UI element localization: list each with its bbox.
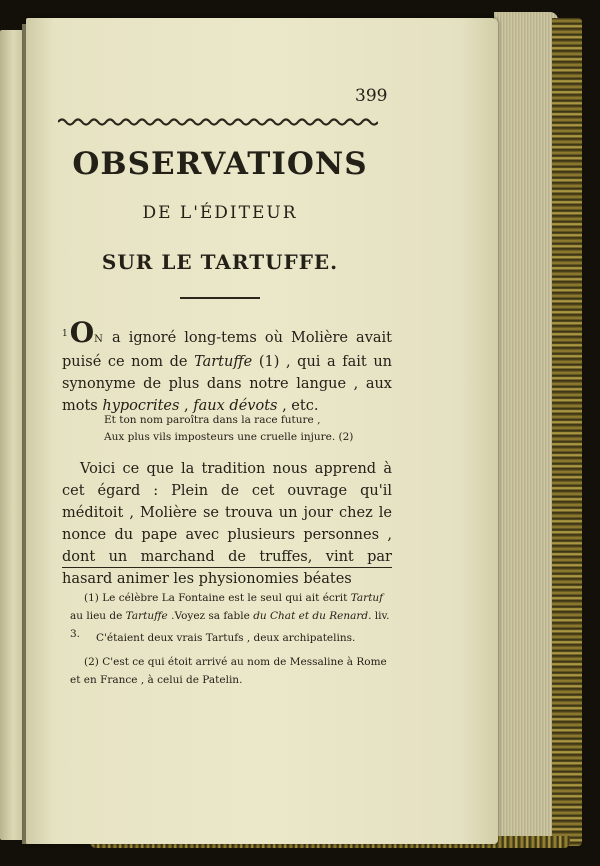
verse-line: Et ton nom paroîtra dans la race future ,: [104, 414, 321, 426]
facing-page-edge: [0, 30, 24, 840]
paragraph-text: a ignoré long-tems où Molière avait puisé ce nom de: [62, 330, 392, 370]
paragraph-note-mark: 1: [62, 329, 68, 339]
footnote-italic: Tartuffe: [125, 610, 168, 622]
footnote-italic: du Chat et du Renard: [253, 610, 369, 622]
initial-letter: O: [69, 316, 95, 349]
italic-term: faux dévots: [193, 398, 278, 414]
footnote-text: au lieu de: [70, 610, 126, 622]
paragraph-second: Voici ce que la tradition nous apprend à cet égard : Plein de cet ouvrage qu'il méditoit , Molière se trouva un jour chez le nonce du pape avec plusieurs personnes , dont un marchand de truffes, vint par hasard animer les physionomies béates: [62, 461, 392, 587]
footnote-text: (1) Le célèbre La Fontaine est le seul qui ait écrit: [84, 592, 351, 604]
paragraph-first: [62, 316, 393, 417]
footnote-quote: C'étaient deux vrais Tartufs , deux archipatelins.: [96, 632, 356, 644]
footnote-divider: [62, 567, 392, 568]
page-edges: [494, 12, 558, 846]
footnote-text: .Voyez sa fable: [167, 610, 254, 622]
page-subtitle-second: SUR LE TARTUFFE.: [101, 250, 339, 274]
verse-line: Aux plus vils imposteurs une cruelle injure. (2): [104, 431, 354, 443]
footnote-text: . liv. 3.: [70, 610, 390, 640]
gilt-cover-edge: [552, 18, 582, 846]
ornamental-wavy-rule: [58, 116, 378, 128]
title-divider: [180, 297, 260, 299]
paragraph-text: , etc.: [277, 398, 319, 414]
page-number: 399: [355, 86, 388, 106]
paragraph-text: (1) , qui a fait un synonyme de plus dans notre langue , aux mots: [62, 354, 393, 414]
paragraph-text: ,: [179, 398, 194, 414]
italic-term: Tartuffe: [194, 354, 253, 370]
page-title: OBSERVATIONS: [72, 146, 368, 182]
initial-rest: N: [94, 334, 104, 345]
footnote-italic: Tartuf: [350, 592, 384, 604]
page-subtitle: DE L'ÉDITEUR: [142, 203, 298, 223]
italic-term: hypocrites: [102, 398, 180, 414]
footnote-2: (2) C'est ce qui étoit arrivé au nom de Messaline à Rome et en France , à celui de Patelin.: [70, 656, 387, 686]
